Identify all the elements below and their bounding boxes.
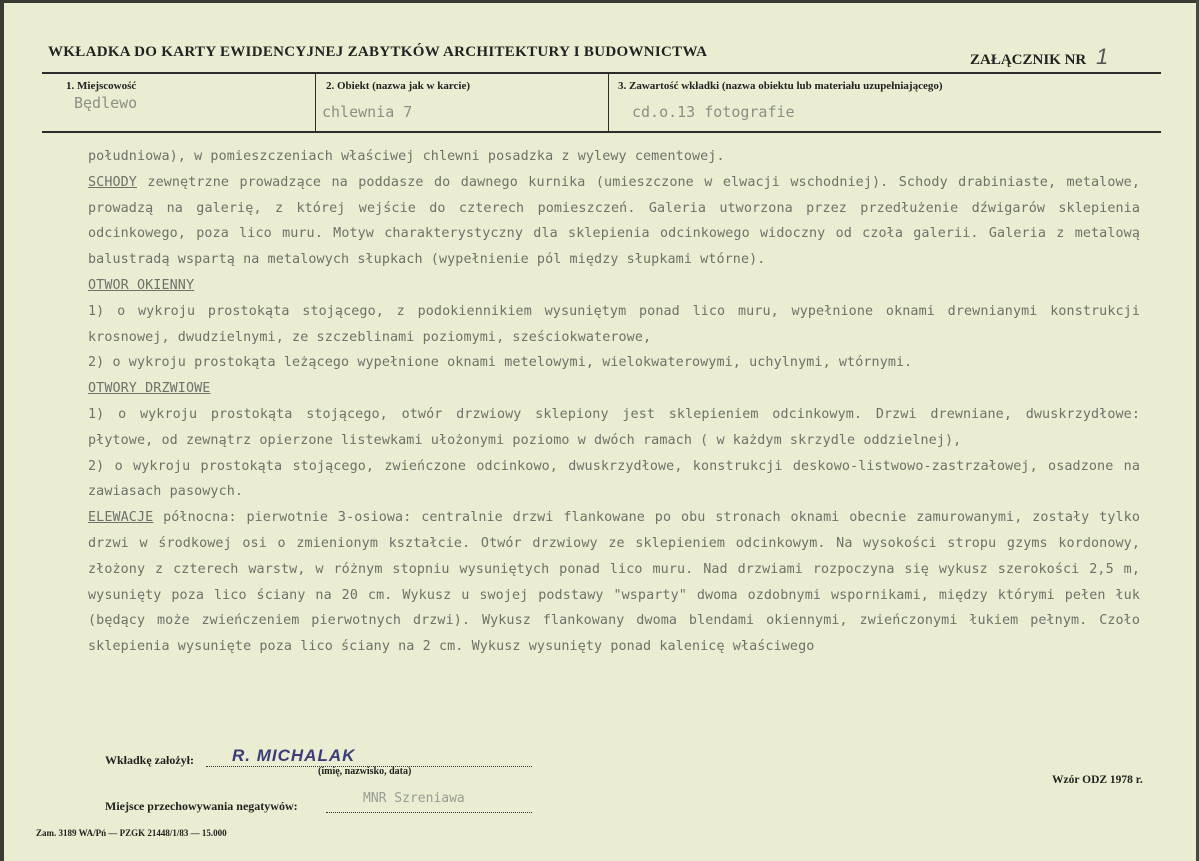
- field-divider-2: [608, 74, 609, 132]
- field-divider-1: [315, 74, 316, 132]
- form-title: WKŁADKA DO KARTY EWIDENCYJNEJ ZABYTKÓW ARCHITEKTURY I BUDOWNICTWA: [48, 44, 708, 60]
- negatives-dotline: [326, 812, 532, 813]
- heading-otwor-okienny: OTWOR OKIENNY: [88, 277, 195, 293]
- heading-schody: SCHODY: [88, 174, 137, 190]
- elevations-text: północna: pierwotnie 3-osiowa: centralnie drzwi flankowane po obu stronach oknami obecnie zamurowanymi, zostały tylko drzwi w środkowej osi o zmienionym kształcie. Otwór drzwiowy ze sklepieniem odcinkowym. Na wysokości stropu gzyms kordonowy, złożony z czterech warstw, w różnym stopniu wysuniętych ponad lico muru. Nad drzwiami rozpoczyna się wykusz szerokości 2,5 m, wysunięty poza lico ściany na 20 cm. Wykusz u swojej podstawy "wsparty" dwoma ozdobnymi wspornikami, między którymi pełen łuk (będący może zwieńczeniem pierwotnych drzwi). Wykusz flankowany dwoma blendami okiennymi, zwieńczonymi łukiem pełnym. Czoło sklepienia wysunięte poza lico ściany na 2 cm. Wykusz wysunięty ponad kalenicę właściwego: [88, 510, 1140, 655]
- object-label: 2. Obiekt (nazwa jak w karcie): [326, 80, 471, 92]
- negatives-value: MNR Szreniawa: [363, 791, 465, 806]
- paragraph-elevations: [88, 505, 1140, 660]
- annex-number: 1: [1096, 44, 1109, 69]
- print-info: Zam. 3189 WA/Pń — PZGK 21448/1/83 — 15.000: [36, 828, 227, 838]
- paragraph-floor: południowa), w pomieszczeniach właściwej chlewni posadzka z wylewy cementowej.: [88, 149, 725, 164]
- scan-edge-left: [0, 0, 4, 861]
- heading-otwory-drzwiowe: OTWORY DRZWIOWE: [88, 381, 211, 397]
- author-signature: R. MICHALAK: [232, 746, 356, 765]
- paragraph-door-1: 1) o wykroju prostokąta stojącego, otwór drzwiowy sklepiony jest sklepieniem odcinkowym. Drzwi drewniane, dwuskrzydłowe: płytowe, od zewnątrz opierzone listewkami ułożonymi poziomo w dwóch ramach ( w każdym skrzydle oddzielnej),: [88, 406, 1140, 448]
- paragraph-stairs: [88, 170, 1140, 273]
- object-value: chlewnia 7: [322, 103, 413, 121]
- annex-label-text: ZAŁĄCZNIK NR: [970, 52, 1087, 68]
- paragraph-window-1: 1) o wykroju prostokąta stojącego, z podokiennikiem wysuniętym ponad lico muru, wypełnione oknami drewnianymi konstrukcji krosnowej, dwudzielnymi, ze szczeblinami poziomymi, sześciokwaterowe,: [88, 303, 1140, 345]
- author-label: Wkładkę założył:: [105, 753, 194, 767]
- paragraph-door-2: 2) o wykroju prostokąta stojącego, zwieńczone odcinkowo, dwuskrzydłowe, konstrukcji deskowo-listwowo-zastrzałowej, osadzone na zawiasach pasowych.: [88, 458, 1140, 500]
- heading-elewacje: ELEWACJE: [88, 510, 154, 526]
- form-version: Wzór ODZ 1978 r.: [1052, 774, 1143, 786]
- stairs-text: zewnętrzne prowadzące na poddasze do dawnego kurnika (umieszczone w elwacji wschodniej). Schody drabiniaste, metalowe, prowadzą na galerię, z której wejście do czterech pomieszczeń. Galeria utworzona przez przedłużenie dźwigarów sklepienia odcinkowego, poza lico muru. Motyw charakterystyczny dla sklepienia odcinkowego widoczny od czoła galerii. Galeria z metalową balustradą wspartą na metalowych słupkach (wypełnienie pól między słupkami wtórne).: [88, 174, 1140, 268]
- header-rule-bottom: [42, 131, 1161, 133]
- header-rule-top: [42, 72, 1161, 74]
- scan-edge-top: [0, 0, 1199, 3]
- description-text: [88, 144, 1140, 660]
- place-value: Będlewo: [74, 94, 138, 112]
- contents-label: 3. Zawartość wkładki (nazwa obiektu lub materiału uzupełniającego): [618, 80, 943, 92]
- author-caption: (imię, nazwisko, data): [318, 766, 412, 777]
- annex-label: [970, 44, 1108, 70]
- place-label: 1. Miejscowość: [66, 80, 137, 92]
- contents-value: cd.o.13 fotografie: [632, 103, 795, 121]
- negatives-label: Miejsce przechowywania negatywów:: [105, 799, 298, 813]
- paragraph-window-2: 2) o wykroju prostokąta leżącego wypełnione oknami metelowymi, wielokwaterowymi, uchylnymi, wtórnymi.: [88, 355, 913, 371]
